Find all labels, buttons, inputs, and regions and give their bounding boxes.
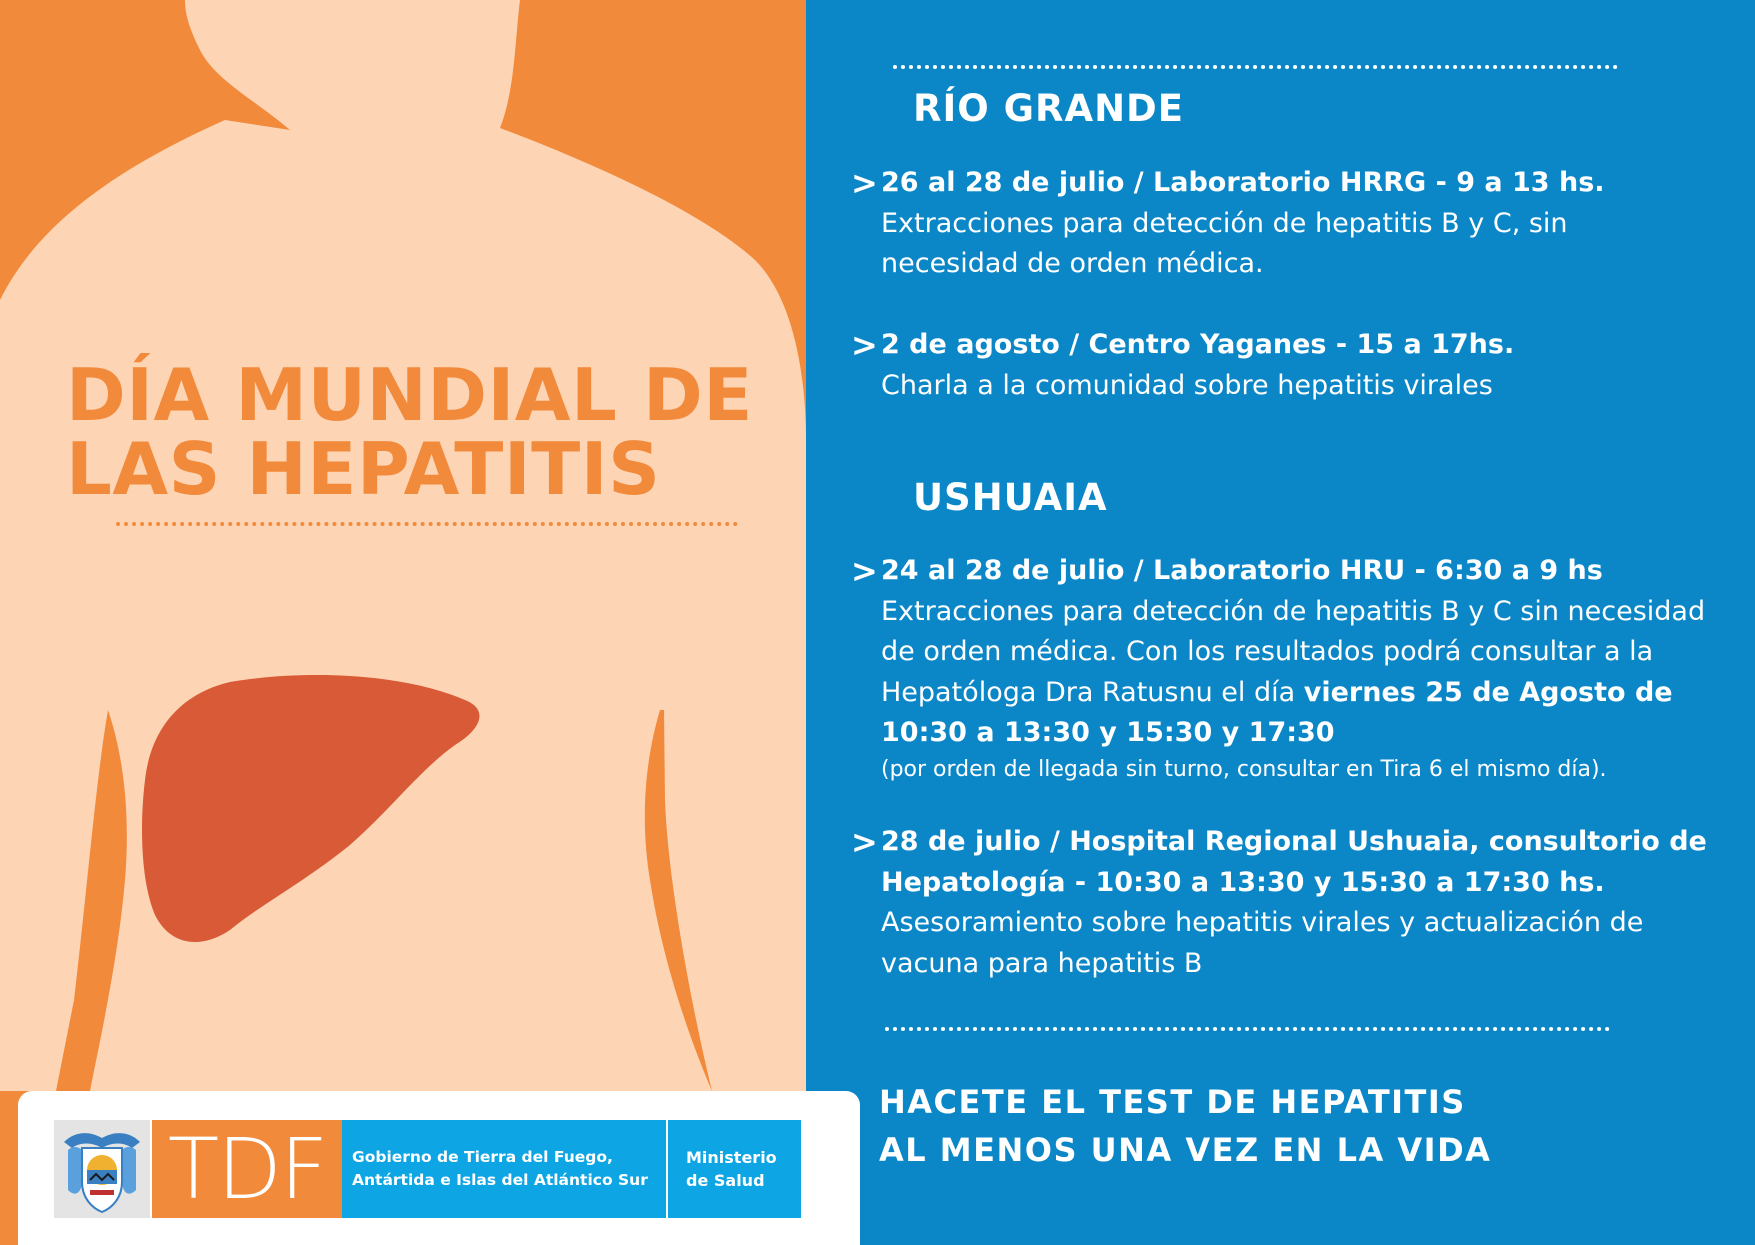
top-divider (893, 65, 1618, 69)
illustration-panel (0, 0, 806, 1245)
event-headline: 28 de julio / Hospital Regional Ushuaia, consultorio de Hepatología - 10:30 a 13:30 y 15:30 a 17:30 hs. (881, 826, 1707, 898)
event-item-ushuaia-lab (851, 551, 1711, 786)
arrow-bullet-icon: > (851, 326, 878, 364)
page-title (66, 353, 796, 511)
title-divider (116, 522, 738, 526)
bottom-divider (885, 1027, 1610, 1031)
tdf-brand-box (152, 1120, 342, 1218)
emblem-box (54, 1120, 150, 1218)
section-heading-ushuaia: USHUAIA (913, 476, 1108, 519)
call-to-action (879, 1078, 1491, 1174)
government-line-1: Gobierno de Tierra del Fuego, (352, 1148, 613, 1166)
ministry-line-1: Ministerio (686, 1148, 777, 1167)
event-description-text: Extracciones para detección de hepatitis B y C sin necesidad de orden médica. Con los resultados podrá consultar a la Hepatóloga Dra Ratusnu el día (881, 595, 1706, 708)
ministry-name-box (668, 1120, 801, 1218)
human-torso-silhouette-icon (0, 0, 806, 1245)
event-item-rio-grande-talk (851, 325, 1711, 406)
event-item-ushuaia-hospital (851, 822, 1711, 984)
event-headline: 26 al 28 de julio / Laboratorio HRRG - 9 a 13 hs. (881, 167, 1605, 198)
title-line-2: LAS HEPATITIS (66, 427, 661, 511)
cta-line-2: AL MENOS UNA VEZ EN LA VIDA (879, 1131, 1492, 1169)
torso-shape (0, 0, 806, 1091)
arrow-bullet-icon: > (851, 823, 878, 861)
event-description-highlight: viernes 25 de Agosto de 10:30 a 13:30 y 15:30 y 17:30 (881, 676, 1673, 748)
event-headline: 2 de agosto / Centro Yaganes - 15 a 17hs. (881, 329, 1515, 360)
event-description (881, 592, 1711, 754)
event-description: Extracciones para detección de hepatitis B y C, sin necesidad de orden médica. (881, 207, 1568, 279)
event-item-rio-grande-lab (851, 163, 1711, 285)
government-name-box (342, 1120, 666, 1218)
section-heading-rio-grande: RÍO GRANDE (913, 87, 1185, 130)
title-line-1: DÍA MUNDIAL DE (66, 353, 753, 437)
ministry-line-2: de Salud (686, 1171, 765, 1190)
cta-line-1: HACETE EL TEST DE HEPATITIS (879, 1083, 1466, 1121)
arrow-bullet-icon: > (851, 164, 878, 202)
event-headline: 24 al 28 de julio / Laboratorio HRU - 6:30 a 9 hs (881, 555, 1603, 586)
event-note: (por orden de llegada sin turno, consultar en Tira 6 el mismo día). (881, 756, 1607, 782)
tdf-logo-text: TDF (167, 1120, 327, 1218)
provincial-shield-emblem-icon (54, 1120, 150, 1218)
event-description: Charla a la comunidad sobre hepatitis virales (881, 369, 1493, 401)
government-line-2: Antártida e Islas del Atlántico Sur (352, 1171, 648, 1189)
arrow-bullet-icon: > (851, 552, 878, 590)
event-description: Asesoramiento sobre hepatitis virales y actualización de vacuna para hepatitis B (881, 907, 1644, 979)
